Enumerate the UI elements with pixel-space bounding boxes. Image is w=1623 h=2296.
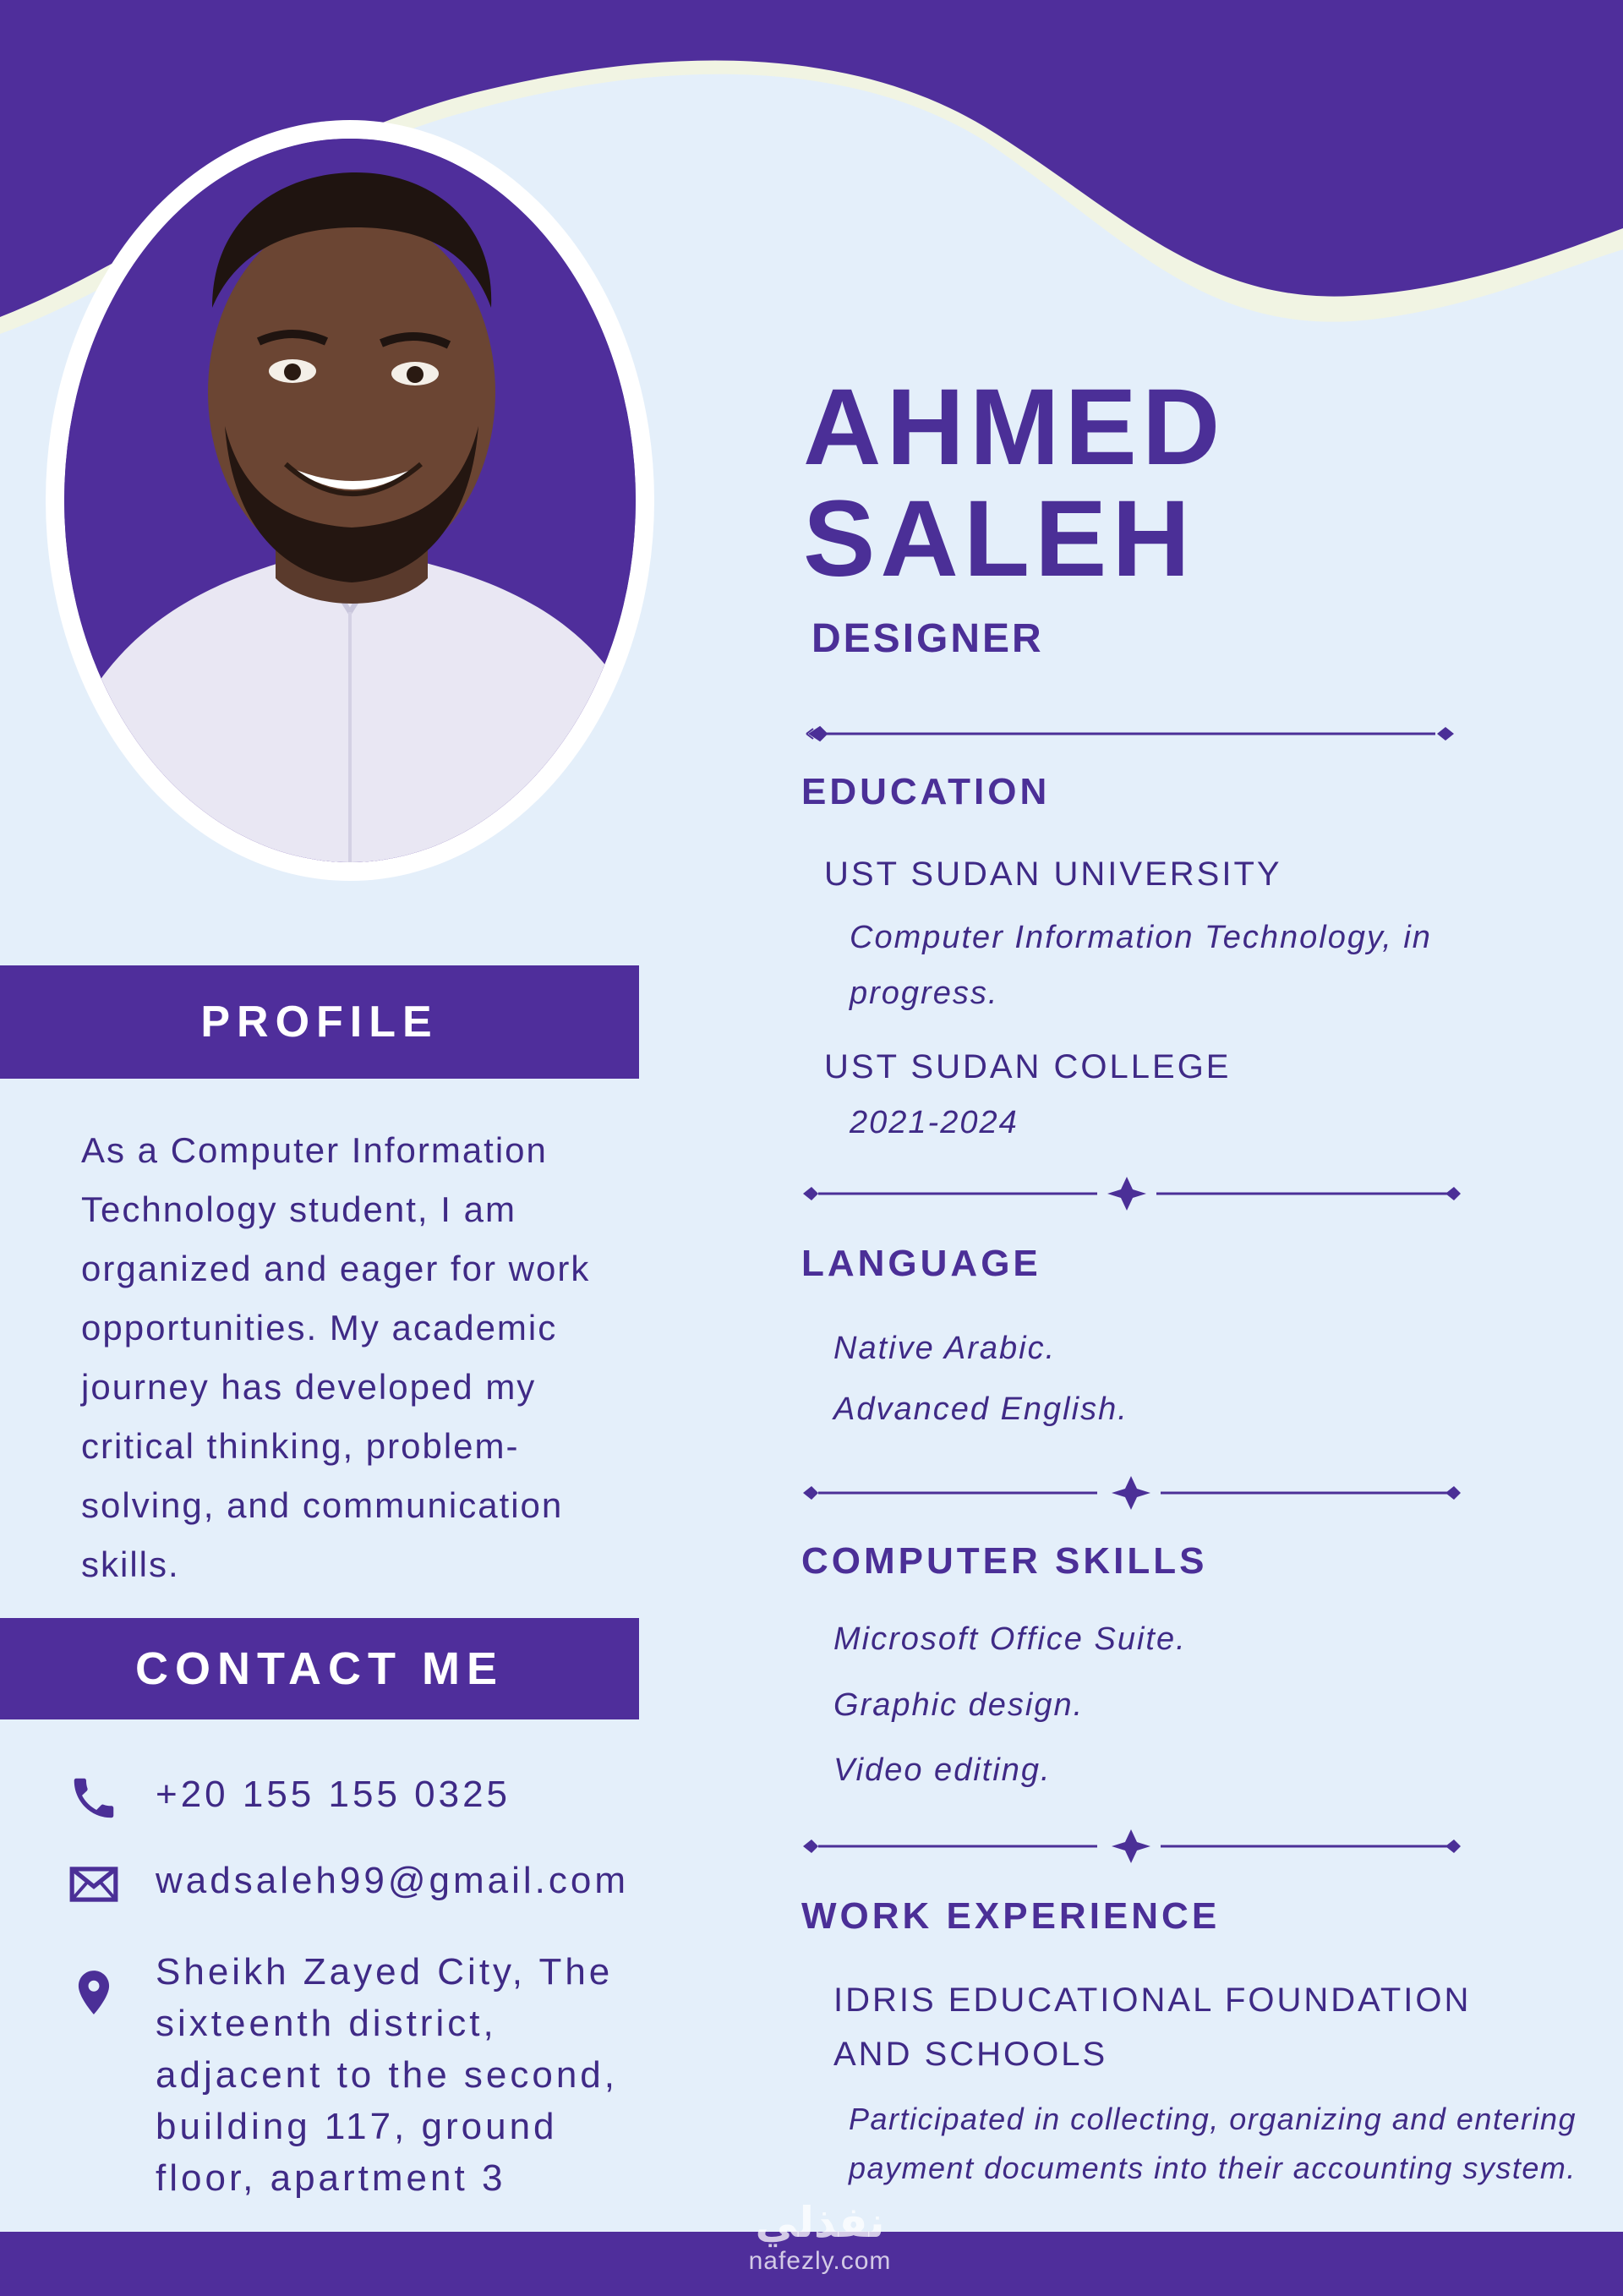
watermark-logo: نفذلي: [755, 2199, 885, 2246]
watermark-url: nafezly.com: [748, 2247, 892, 2275]
contact-address: [68, 1946, 618, 2204]
portrait-photo: [64, 139, 636, 862]
education-heading: EDUCATION: [801, 771, 1051, 812]
skill-item-2: Graphic design.: [833, 1687, 1085, 1723]
language-item-1: Native Arabic.: [833, 1331, 1057, 1366]
contact-email: [68, 1855, 629, 1911]
section-divider: [801, 717, 1461, 751]
address-text: Sheikh Zayed City, The sixteenth district, adjacent to the second, building 117, ground floor, apartment 3: [156, 1951, 618, 2199]
work-description: Participated in collecting, organizing and entering payment documents into their accounting system.: [849, 2102, 1577, 2185]
section-divider-star: [801, 1476, 1461, 1510]
profile-text: As a Computer Information Technology student, I am organized and eager for work opportunities. My academic journey has developed my critical thinking, problem-solving, and communication skills.: [81, 1130, 591, 1584]
phone-number: +20 155 155 0325: [156, 1774, 511, 1815]
first-name: AHMED: [803, 367, 1226, 488]
section-divider-star: [801, 1177, 1461, 1211]
work-experience-heading: WORK EXPERIENCE: [801, 1895, 1221, 1937]
location-pin-icon: [68, 1966, 120, 2019]
email-address: wadsaleh99@gmail.com: [156, 1860, 630, 1901]
education-detail-1: Computer Information Technology, in progress.: [850, 920, 1432, 1011]
contact-phone: [68, 1768, 511, 1824]
watermark: [710, 2198, 930, 2276]
contact-heading: CONTACT ME: [0, 1618, 639, 1719]
skill-item-3: Video editing.: [833, 1752, 1052, 1788]
education-detail-2: 2021-2024: [850, 1105, 1019, 1140]
full-name: [803, 367, 1226, 599]
language-heading: LANGUAGE: [801, 1243, 1041, 1284]
last-name: SALEH: [803, 478, 1195, 599]
phone-icon: [68, 1772, 120, 1824]
envelope-icon: [68, 1858, 120, 1911]
profile-heading: PROFILE: [0, 965, 639, 1079]
section-divider-star: [801, 1829, 1461, 1863]
computer-skills-heading: COMPUTER SKILLS: [801, 1540, 1208, 1582]
work-company: IDRIS EDUCATIONAL FOUNDATION AND SCHOOLS: [833, 1982, 1472, 2073]
language-item-2: Advanced English.: [833, 1391, 1128, 1427]
job-title: DESIGNER: [812, 616, 1044, 661]
skill-item-1: Microsoft Office Suite.: [833, 1621, 1187, 1657]
education-school-2: UST SUDAN COLLEGE: [824, 1048, 1232, 1085]
education-school-1: UST SUDAN UNIVERSITY: [824, 856, 1282, 893]
